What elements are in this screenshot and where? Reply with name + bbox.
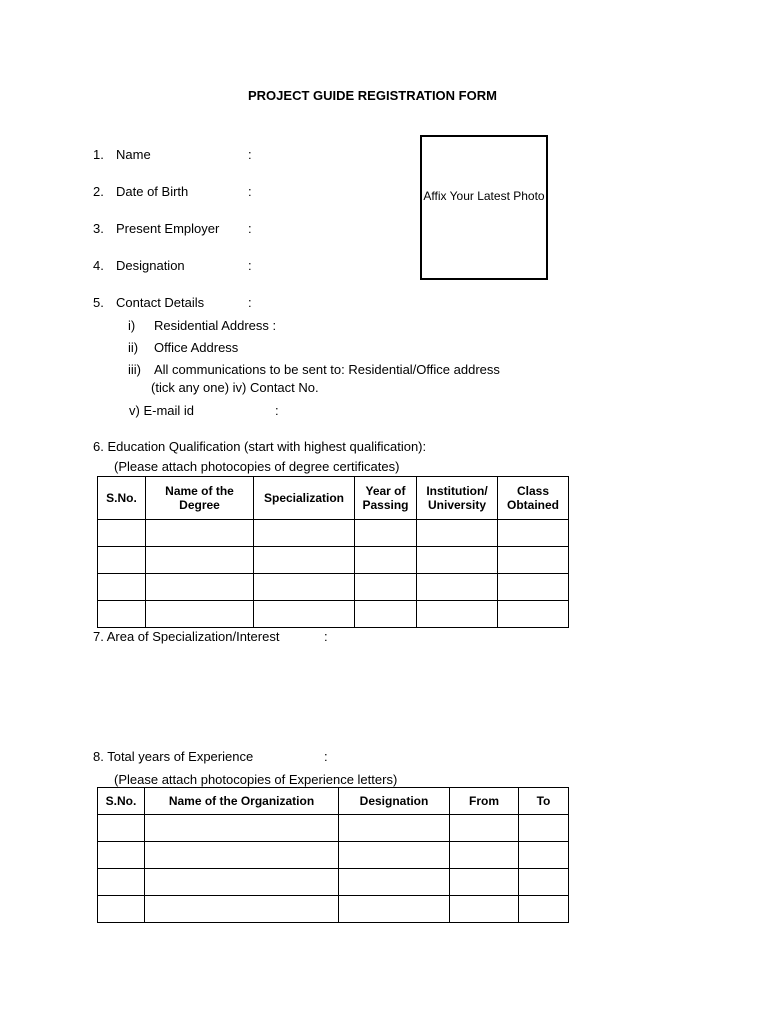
table-cell[interactable] [254,601,355,628]
field-label: Contact Details [116,295,205,310]
table-cell[interactable] [498,601,569,628]
field-separator: : [324,749,328,764]
table-cell[interactable] [254,547,355,574]
table-cell[interactable] [417,574,498,601]
table-row [98,869,569,896]
column-header: Class Obtained [498,477,569,520]
subitem-number: i) [128,318,136,333]
field-separator: : [248,147,252,162]
column-header: To [519,788,569,815]
residential-address-label: Residential Address : [154,318,277,333]
table-cell[interactable] [355,574,417,601]
table-cell[interactable] [519,815,569,842]
education-table [97,476,569,628]
column-header: Institution/ University [417,477,498,520]
column-header: Designation [339,788,450,815]
column-header: Year of Passing [355,477,417,520]
table-cell[interactable] [355,601,417,628]
field-label: Date of Birth [116,184,189,199]
table-row [98,896,569,923]
table-cell[interactable] [146,601,254,628]
table-cell[interactable] [145,896,339,923]
field-separator: : [248,295,252,310]
field-number: 2. [93,184,104,199]
table-row [98,547,569,574]
column-header: Name of the Organization [145,788,339,815]
table-cell[interactable] [355,520,417,547]
table-cell[interactable] [98,574,146,601]
table-row [98,520,569,547]
photo-box [420,135,548,280]
experience-label: 8. Total years of Experience [93,749,254,764]
table-cell[interactable] [450,869,519,896]
communications-label: All communications to be sent to: Residential/Office address [154,362,500,377]
office-address-label: Office Address [154,340,239,355]
field-number: 4. [93,258,104,273]
table-cell[interactable] [339,896,450,923]
table-cell[interactable] [98,869,145,896]
field-number: 3. [93,221,104,236]
specialization-label: 7. Area of Specialization/Interest [93,629,280,644]
table-cell[interactable] [450,842,519,869]
field-label: Name [116,147,151,162]
subitem-number: ii) [128,340,139,355]
table-cell[interactable] [339,869,450,896]
table-cell[interactable] [417,520,498,547]
column-header: S.No. [98,788,145,815]
field-separator: : [248,184,252,199]
field-label: Present Employer [116,221,220,236]
table-cell[interactable] [417,601,498,628]
form-title: PROJECT GUIDE REGISTRATION FORM [248,88,497,103]
table-cell[interactable] [355,547,417,574]
table-cell[interactable] [145,815,339,842]
education-note: (Please attach photocopies of degree certificates) [114,459,400,474]
table-cell[interactable] [339,842,450,869]
field-number: 1. [93,147,104,162]
table-cell[interactable] [450,815,519,842]
email-label: v) E-mail id [129,403,195,418]
subitem-number: iii) [128,362,141,377]
table-cell[interactable] [98,815,145,842]
field-separator: : [324,629,328,644]
education-heading: 6. Education Qualification (start with highest qualification): [93,439,427,454]
experience-note: (Please attach photocopies of Experience letters) [114,772,398,787]
table-cell[interactable] [145,869,339,896]
table-cell[interactable] [519,896,569,923]
table-cell[interactable] [98,520,146,547]
field-number: 5. [93,295,104,310]
field-separator: : [248,221,252,236]
table-cell[interactable] [254,520,355,547]
table-cell[interactable] [450,896,519,923]
table-cell[interactable] [98,842,145,869]
table-cell[interactable] [146,520,254,547]
table-row [98,842,569,869]
table-cell[interactable] [339,815,450,842]
table-cell[interactable] [145,842,339,869]
column-header: Name of the Degree [146,477,254,520]
table-row [98,815,569,842]
table-cell[interactable] [146,574,254,601]
table-cell[interactable] [98,896,145,923]
table-header-row [98,477,569,520]
table-cell[interactable] [98,601,146,628]
field-label: Designation [116,258,185,273]
column-header: From [450,788,519,815]
column-header: S.No. [98,477,146,520]
table-row [98,574,569,601]
field-separator: : [275,403,279,418]
table-header-row [98,788,569,815]
table-row [98,601,569,628]
column-header: Specialization [254,477,355,520]
table-cell[interactable] [254,574,355,601]
table-cell[interactable] [519,869,569,896]
tick-contact-line: (tick any one) iv) Contact No. [151,380,319,395]
table-cell[interactable] [498,574,569,601]
table-cell[interactable] [146,547,254,574]
table-cell[interactable] [519,842,569,869]
field-separator: : [248,258,252,273]
table-cell[interactable] [98,547,146,574]
photo-box-text: Affix Your Latest Photo [423,189,545,203]
table-cell[interactable] [417,547,498,574]
experience-table [97,787,569,923]
table-cell[interactable] [498,520,569,547]
table-cell[interactable] [498,547,569,574]
